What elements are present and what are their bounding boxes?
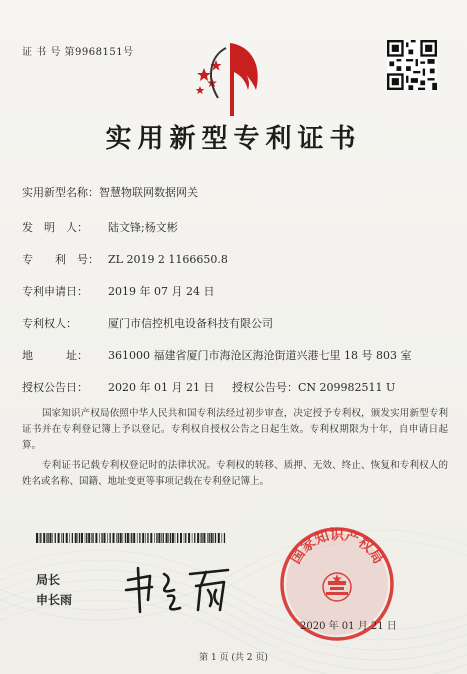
grant-number-row (232, 379, 395, 395)
field-value: 智慧物联网数据网关 (99, 186, 198, 199)
inventor-row (22, 219, 178, 235)
field-label: 实用新型名称： (22, 186, 99, 199)
field-value: CN 209982511 U (298, 381, 396, 394)
patentee-row (22, 315, 273, 331)
field-label: 授权公告日： (22, 381, 88, 394)
field-value: 361000 福建省厦门市海沧区海沧街道兴港七里 18 号 803 室 (108, 349, 412, 362)
director-title: 局长 (36, 573, 61, 587)
field-value: ZL 2019 2 1166650.8 (108, 253, 228, 266)
qr-code (387, 40, 437, 90)
field-value: 2019 年 07 月 24 日 (108, 285, 215, 298)
legal-status-paragraph: 专利证书记载专利权登记时的法律状况。专利权的转移、质押、无效、终止、恢复和专利权人的姓名或名称、国籍、地址变更等事项记载在专利登记簿上。 (22, 460, 448, 487)
director-name: 申长雨 (36, 593, 73, 607)
field-label: 专利权人： (22, 317, 77, 330)
field-label: 地 址： (22, 349, 88, 362)
filing-date-row (22, 283, 214, 299)
certificate-number: 证 书 号 第9968151号 (22, 47, 134, 58)
svg-text:国家知识产权局: 国家知识产权局 (287, 527, 387, 567)
field-label: 专利申请日： (22, 285, 88, 298)
grant-statement-paragraph: 国家知识产权局依照中华人民共和国专利法经过初步审查，决定授予专利权，颁发实用新型专利证书并在专利登记簿上予以登记。专利权自授权公告之日起生效。专利权期限为十年，自申请日起算。 (22, 408, 448, 451)
page-number: 第 1 页 (共 2 页) (199, 653, 268, 663)
director-block (36, 570, 72, 610)
field-label: 发 明 人： (22, 221, 88, 234)
barcode (36, 533, 226, 543)
certificate-title: 实用新型专利证书 (105, 124, 362, 154)
address-row (22, 347, 411, 363)
grant-date-row (22, 379, 214, 395)
field-label: 授权公告号： (232, 381, 298, 394)
utility-model-name-row (22, 184, 198, 200)
cnipa-emblem-icon (190, 38, 270, 118)
seal-date: 2020 年 01 月 21 日 (300, 621, 397, 632)
field-value: 2020 年 01 月 21 日 (108, 381, 215, 394)
handwritten-signature (120, 560, 245, 615)
field-value: 厦门市信控机电设备科技有限公司 (108, 317, 273, 330)
field-value: 陆文锋;杨文彬 (108, 221, 178, 234)
patent-number-row (22, 251, 228, 267)
field-label: 专 利 号： (22, 253, 99, 266)
